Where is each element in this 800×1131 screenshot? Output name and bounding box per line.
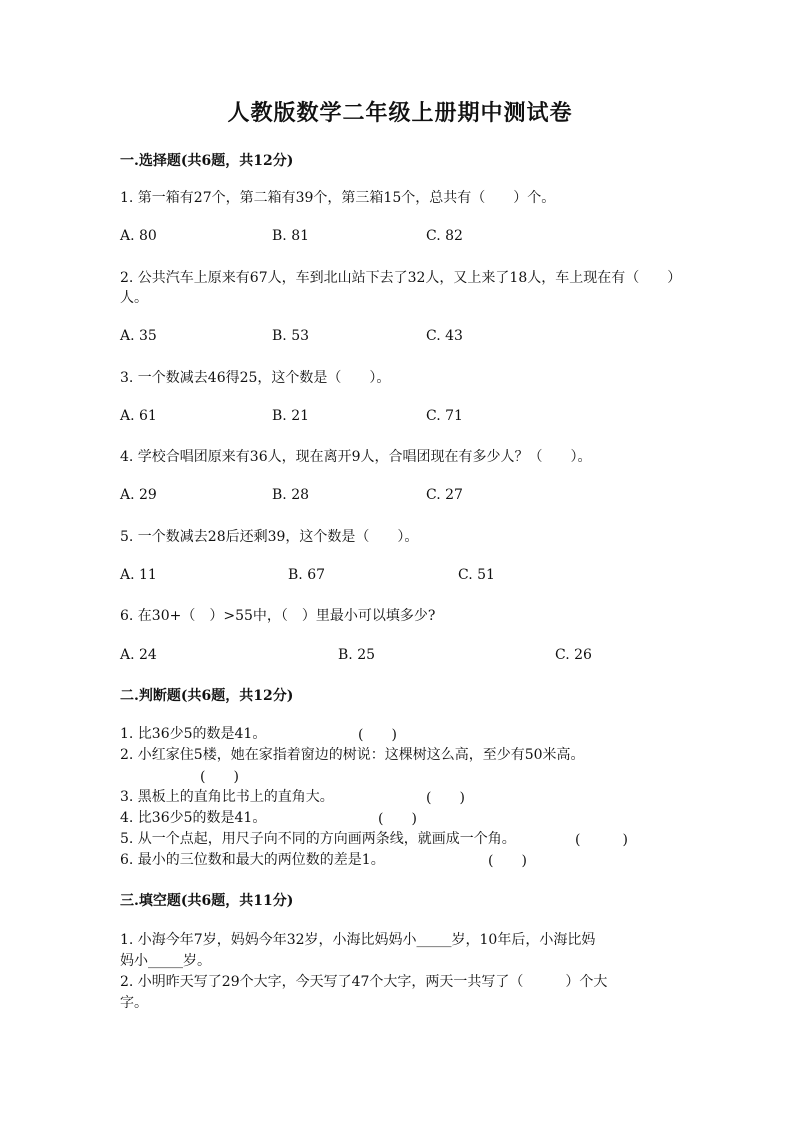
option-c: C. 71 xyxy=(426,408,463,424)
option-a: A. 29 xyxy=(120,487,157,503)
option-b: B. 28 xyxy=(272,487,310,503)
option-a: A. 80 xyxy=(120,228,157,244)
question-text: 5. 一个数减去28后还剩39，这个数是（ ）。 xyxy=(120,529,419,545)
section-heading-true-false: 二.判断题(共6题，共12分) xyxy=(120,688,294,704)
option-b: B. 81 xyxy=(272,228,310,244)
answer-blank: ( ) xyxy=(488,853,527,869)
answer-blank: ( ) xyxy=(426,790,465,806)
option-c: C. 26 xyxy=(555,647,592,663)
option-b: B. 67 xyxy=(288,567,326,583)
option-a: A. 24 xyxy=(120,647,157,663)
option-c: C. 43 xyxy=(426,328,463,344)
fill-in-question-line: 字。 xyxy=(120,995,148,1011)
section-heading-multiple-choice: 一.选择题(共6题，共12分) xyxy=(120,153,294,169)
answer-blank: ( ) xyxy=(575,832,628,848)
answer-blank: ( ) xyxy=(378,811,417,827)
answer-blank: ( ) xyxy=(358,727,397,743)
answer-blank: ( ) xyxy=(200,769,239,785)
option-b: B. 21 xyxy=(272,408,310,424)
option-a: A. 11 xyxy=(120,567,157,583)
fill-in-question-line: 妈小_____岁。 xyxy=(120,953,211,969)
fill-in-question-line: 2. 小明昨天写了29个大字，今天写了47个大字，两天一共写了（ ）个大 xyxy=(120,974,608,990)
section-heading-fill-in: 三.填空题(共6题，共11分) xyxy=(120,893,294,909)
page-title: 人教版数学二年级上册期中测试卷 xyxy=(227,100,573,126)
option-c: C. 27 xyxy=(426,487,463,503)
option-c: C. 51 xyxy=(458,567,495,583)
statement-text: 2. 小红家住5楼，她在家指着窗边的树说：这棵树这么高，至少有50米高。 xyxy=(120,747,585,763)
fill-in-question-line: 1. 小海今年7岁，妈妈今年32岁，小海比妈妈小_____岁，10年后，小海比妈 xyxy=(120,932,596,948)
statement-text: 4. 比36少5的数是41。 xyxy=(120,810,267,826)
option-c: C. 82 xyxy=(426,228,463,244)
question-text: 3. 一个数减去46得25，这个数是（ ）。 xyxy=(120,370,391,386)
option-b: B. 53 xyxy=(272,328,310,344)
question-text: 6. 在30+（ ）>55中，（ ）里最小可以填多少? xyxy=(120,608,436,624)
statement-text: 6. 最小的三位数和最大的两位数的差是1。 xyxy=(120,852,385,868)
option-a: A. 61 xyxy=(120,408,157,424)
statement-text: 1. 比36少5的数是41。 xyxy=(120,726,267,742)
question-text: 1. 第一箱有27个，第二箱有39个，第三箱15个，总共有（ ）个。 xyxy=(120,190,556,206)
option-b: B. 25 xyxy=(338,647,376,663)
statement-text: 3. 黑板上的直角比书上的直角大。 xyxy=(120,789,334,805)
option-a: A. 35 xyxy=(120,328,157,344)
question-text: 4. 学校合唱团原来有36人，现在离开9人，合唱团现在有多少人？（ ）。 xyxy=(120,449,592,465)
question-text: 2. 公共汽车上原来有67人，车到北山站下去了32人，又上来了18人，车上现在有（ ）人。 xyxy=(120,270,682,306)
statement-text: 5. 从一个点起，用尺子向不同的方向画两条线，就画成一个角。 xyxy=(120,831,516,847)
